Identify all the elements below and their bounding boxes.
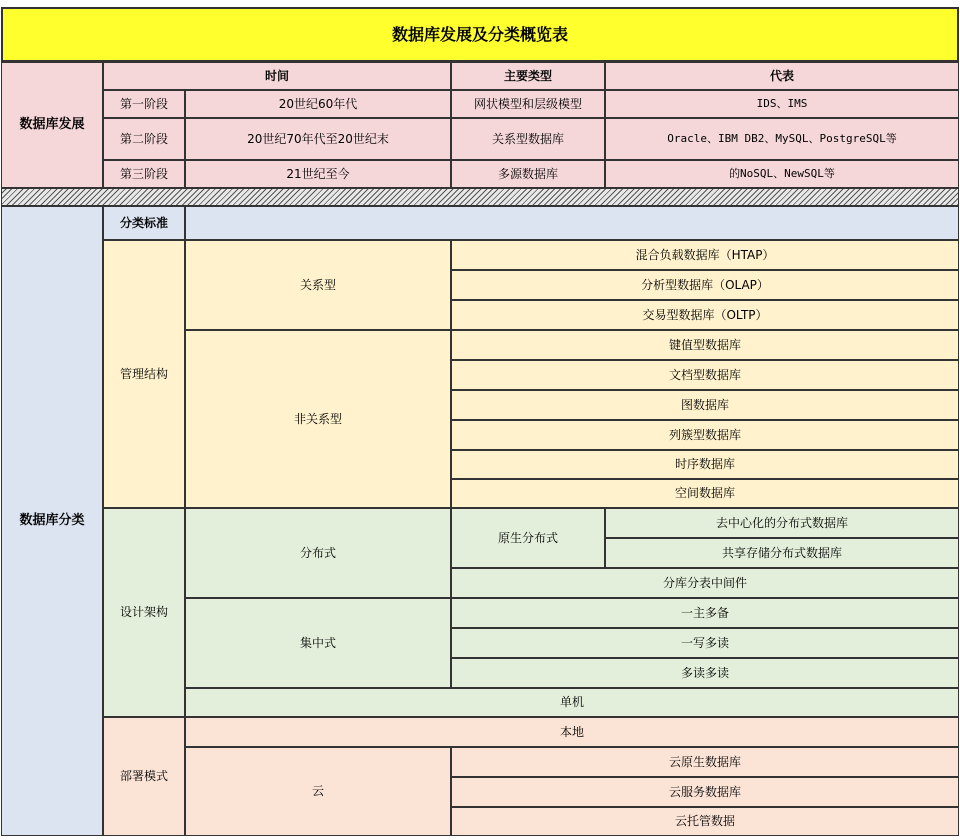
classification-standard-label: 分类标准 xyxy=(103,206,185,240)
db-type-item: 时序数据库 xyxy=(451,450,959,479)
category-management-structure: 管理结构 xyxy=(103,240,185,508)
category-design-architecture: 设计架构 xyxy=(103,508,185,717)
subcategory-distributed: 分布式 xyxy=(185,508,451,598)
db-type-item: 云原生数据库 xyxy=(451,747,959,777)
db-type-item: 混合负载数据库（HTAP） xyxy=(451,240,959,270)
subcategory-centralized: 集中式 xyxy=(185,598,451,688)
hatched-divider xyxy=(1,188,959,206)
db-type-item: 单机 xyxy=(185,688,959,717)
page-title: 数据库发展及分类概览表 xyxy=(1,7,959,62)
stage-label: 第一阶段 xyxy=(103,90,185,118)
db-type-item: 分析型数据库（OLAP） xyxy=(451,270,959,300)
subcategory-non-relational: 非关系型 xyxy=(185,330,451,508)
header-main-type: 主要类型 xyxy=(451,62,605,90)
db-type-item: 一写多读 xyxy=(451,628,959,658)
category-deployment-mode: 部署模式 xyxy=(103,717,185,836)
section-label-classification: 数据库分类 xyxy=(1,206,103,836)
db-type-item: 去中心化的分布式数据库 xyxy=(605,508,959,538)
db-type-item: 交易型数据库（OLTP） xyxy=(451,300,959,330)
stage-label: 第三阶段 xyxy=(103,160,185,188)
stage-time: 21世纪至今 xyxy=(185,160,451,188)
subcategory-cloud: 云 xyxy=(185,747,451,836)
header-time xyxy=(103,62,451,90)
stage-time: 20世纪60年代 xyxy=(185,90,451,118)
stage-representative: Oracle、IBM DB2、MySQL、PostgreSQL等 xyxy=(605,118,959,160)
section-label-development: 数据库发展 xyxy=(1,62,103,188)
header-representative: 代表 xyxy=(605,62,959,90)
db-type-item: 列簇型数据库 xyxy=(451,420,959,450)
db-type-item: 分库分表中间件 xyxy=(451,568,959,598)
stage-time: 20世纪70年代至20世纪末 xyxy=(185,118,451,160)
db-type-item: 云托管数据 xyxy=(451,807,959,836)
stage-type: 多源数据库 xyxy=(451,160,605,188)
db-type-item: 图数据库 xyxy=(451,390,959,420)
stage-representative: IDS、IMS xyxy=(605,90,959,118)
db-type-item: 一主多备 xyxy=(451,598,959,628)
db-type-item: 本地 xyxy=(185,717,959,747)
stage-representative: 的NoSQL、NewSQL等 xyxy=(605,160,959,188)
classification-standard-blank xyxy=(185,206,959,240)
stage-type: 关系型数据库 xyxy=(451,118,605,160)
stage-label: 第二阶段 xyxy=(103,118,185,160)
subcategory-relational: 关系型 xyxy=(185,240,451,330)
stage-type: 网状模型和层级模型 xyxy=(451,90,605,118)
subcategory-native-distributed: 原生分布式 xyxy=(451,508,605,568)
db-type-item: 空间数据库 xyxy=(451,479,959,508)
db-type-item: 共享存储分布式数据库 xyxy=(605,538,959,568)
db-type-item: 云服务数据库 xyxy=(451,777,959,807)
db-type-item: 文档型数据库 xyxy=(451,360,959,390)
db-type-item: 键值型数据库 xyxy=(451,330,959,360)
header-time-text: 时间 xyxy=(264,68,289,83)
db-type-item: 多读多读 xyxy=(451,658,959,688)
